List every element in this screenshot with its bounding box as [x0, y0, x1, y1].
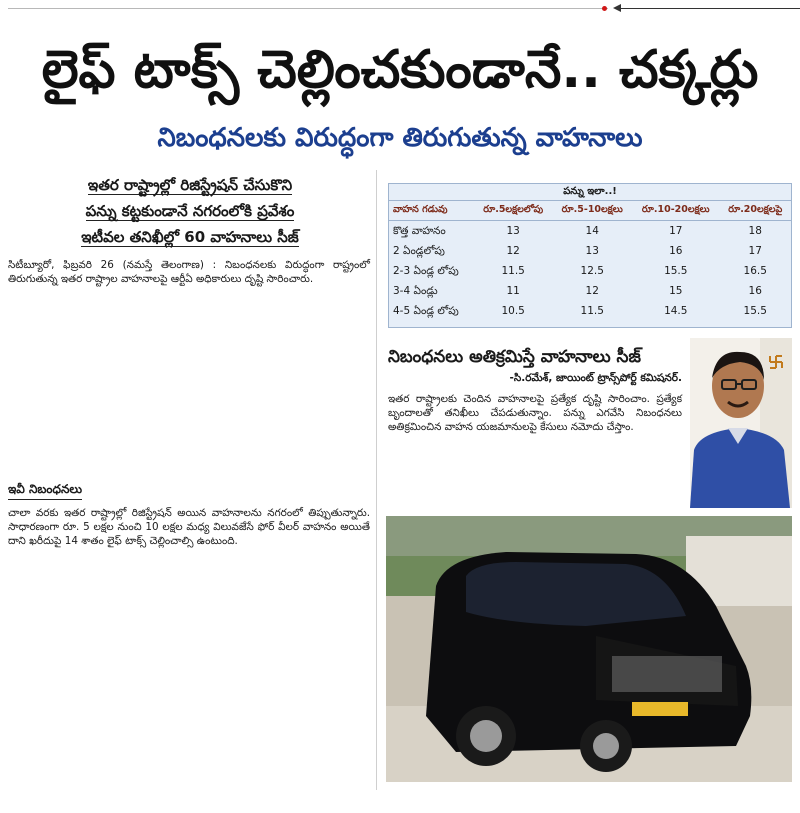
inset-quote: ఇతర రాష్ట్రాలకు చెందిన వాహనాలపై ప్రత్యేక దృష్టి సారించాం. ప్రత్యేక బృందాలతో తనిఖీలు చేపడుతున్నాం. పన్ను ఎగవేసి నిబంధనలు అతిక్రమించిన వాహన యజమానులపై కేసులు నమోదు చేస్తాం. — [388, 393, 682, 433]
table-cell: 11.5 — [580, 305, 604, 317]
table-row — [389, 241, 791, 261]
car-illustration — [386, 516, 792, 782]
accent-dot — [602, 6, 607, 11]
section-label: ఇవీ నిబంధనలు — [8, 482, 82, 500]
table-cell: 11 — [506, 285, 520, 297]
portrait-illustration — [690, 338, 792, 508]
kicker-3: ఇటీవల తనిఖీల్లో 60 వాహనాలు సీజ్ — [81, 228, 299, 246]
tax-table-box — [388, 183, 792, 328]
table-cell: 13 — [585, 245, 599, 257]
table-row — [389, 301, 791, 321]
table-cell: 4-5 ఏండ్ల లోపు — [393, 305, 459, 317]
column-divider — [376, 170, 377, 790]
commissioner-photo — [690, 338, 792, 508]
kicker-1: ఇతర రాష్ట్రాల్లో రిజిస్ట్రేషన్ చేసుకొని — [87, 176, 293, 194]
table-cell: 2-3 ఏండ్ల లోపు — [393, 265, 459, 277]
intro-column — [8, 258, 370, 292]
kicker-2: పన్ను కట్టకుండానే నగరంలోకి ప్రవేశం — [85, 202, 295, 220]
tax-table — [389, 201, 791, 321]
table-cell: 12.5 — [580, 265, 604, 277]
table-cell: 2 ఏండ్లలోపు — [393, 245, 445, 257]
table-header: వాహన గడువు — [389, 201, 474, 221]
top-rule — [8, 8, 608, 9]
table-cell: 16 — [748, 285, 762, 297]
table-cell: 11.5 — [501, 265, 525, 277]
table-cell: 16.5 — [743, 265, 767, 277]
table-cell: 15 — [669, 285, 683, 297]
rules-column — [8, 478, 370, 554]
table-cell: 12 — [506, 245, 520, 257]
table-row — [389, 221, 791, 242]
table-cell: 16 — [669, 245, 683, 257]
table-cell: 18 — [748, 225, 762, 237]
intro-paragraph: సిటీబ్యూరో, ఫిబ్రవరి 26 (నమస్తే తెలంగాణ) : నిబంధనలకు విరుద్ధంగా రాష్ట్రంలో తిరుగుతున్న ఇతర రాష్ట్రాల వాహనాలపై ఆర్టీఏ అధికారులు దృష్టి సారించారు. — [8, 259, 370, 285]
headline: లైఫ్ టాక్స్ చెల్లించకుండానే.. చక్కర్లు — [41, 40, 759, 100]
table-row — [389, 281, 791, 301]
tax-table-title: పన్ను ఇలా..! — [389, 184, 791, 201]
subheadline: నిబంధనలకు విరుద్ధంగా తిరుగుతున్న వాహనాలు — [157, 123, 643, 153]
inset-heading: నిబంధనలు అతిక్రమిస్తే వాహనాలు సీజ్ — [388, 347, 641, 367]
table-cell: 13 — [506, 225, 520, 237]
kicker-lines — [10, 172, 370, 250]
inset-body — [388, 392, 682, 440]
table-cell: 12 — [585, 285, 599, 297]
table-cell: కొత్త వాహనం — [393, 225, 446, 237]
table-header: రూ.5లక్షలలోపు — [474, 201, 552, 221]
table-cell: 14 — [585, 225, 599, 237]
tax-table-header-row — [389, 201, 791, 221]
table-cell: 17 — [669, 225, 683, 237]
table-header: రూ.5-10లక్షలు — [552, 201, 632, 221]
table-cell: 15.5 — [664, 265, 688, 277]
table-cell: 17 — [748, 245, 762, 257]
table-header: రూ.20లక్షలపై — [719, 201, 791, 221]
rules-paragraph: చాలా వరకు ఇతర రాష్ట్రాల్లో రిజిస్ట్రేషన్ అయిన వాహనాలను నగరంలో తిప్పుతున్నారు. సాధారణంగా రూ. 5 లక్షల నుంచి 10 లక్షల మధ్య విలువజేసే ఫోర్ వీలర్ వాహనం అయితే దాని ఖరీదుపై 14 శాతం లైఫ్ టాక్స్ చెల్లించాల్సి ఉంటుంది. — [8, 507, 370, 547]
inset-byline: -సి.రమేశ్, జాయింట్ ట్రాన్స్‌పోర్ట్ కమిషనర్. — [509, 372, 682, 384]
car-photo — [386, 516, 792, 782]
table-row — [389, 261, 791, 281]
table-cell: 3-4 ఏండ్లు — [393, 285, 438, 297]
table-cell: 10.5 — [501, 305, 525, 317]
table-cell: 15.5 — [743, 305, 767, 317]
arrow-left-icon — [615, 8, 800, 9]
table-cell: 14.5 — [664, 305, 688, 317]
table-header: రూ.10-20లక్షలు — [632, 201, 719, 221]
